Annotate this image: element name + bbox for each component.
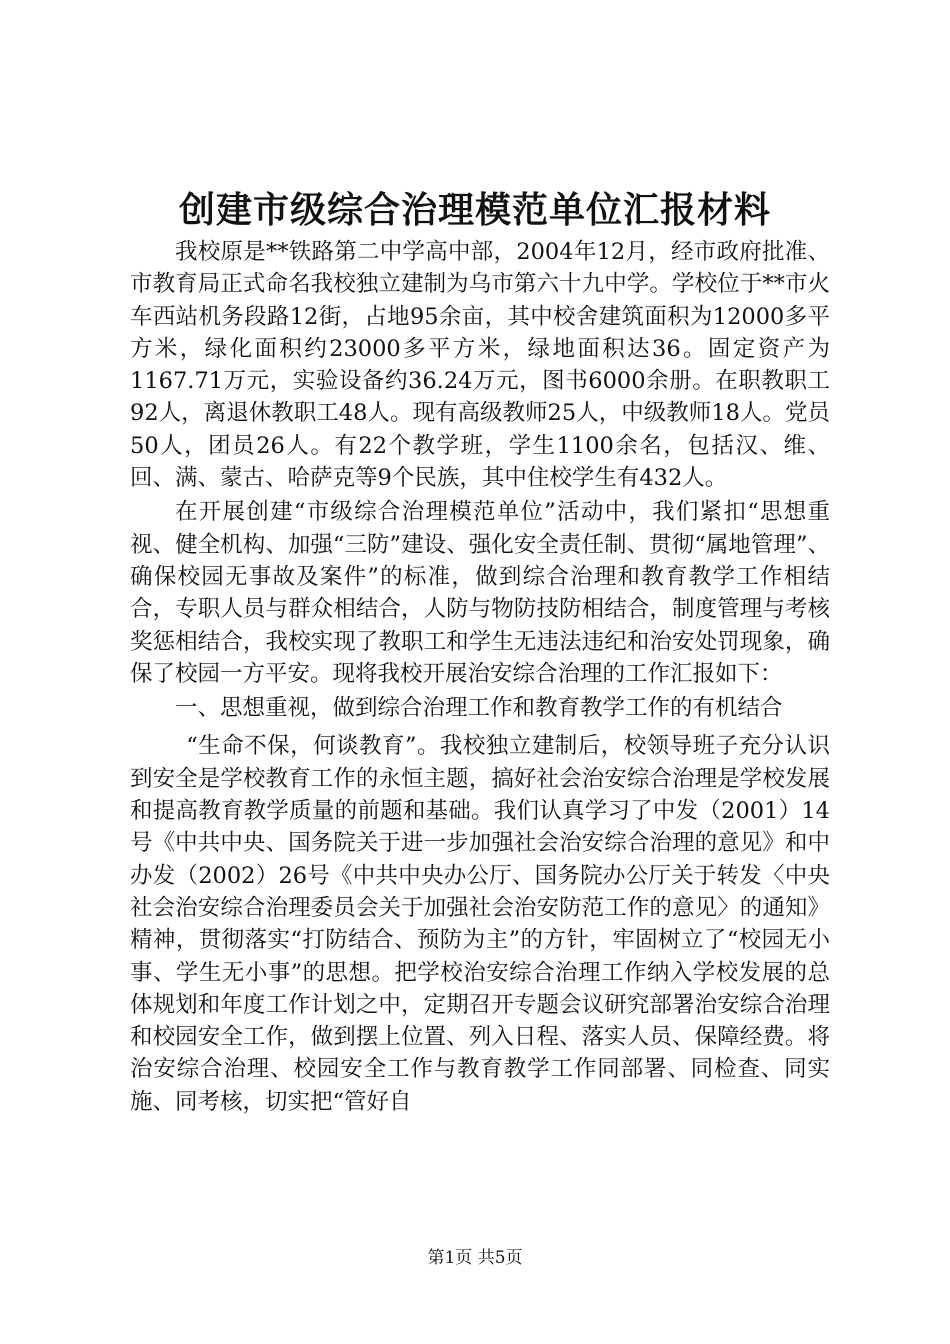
paragraph-section-1-body: “生命不保，何谈教育”。我校独立建制后，校领导班子充分认识到安全是学校教育工作的永恒主题，搞好社会治安综合治理是学校发展和提高教育教学质量的前题和基础。我们认真学习了中发（2001）14号《中共中央、国务院关于进一步加强社会治安综合治理的意见》和中办发（2002）26号《中共中央办公厅、国务院办公厅关于转发〈中央社会治安综合治理委员会关于加强社会治安防范工作的意见〉的通知》精神，贯彻落实“打防结合、预防为主”的方针，牢固树立了“校园无小事、学生无小事”的思想。把学校治安综合治理工作纳入学校发展的总体规划和年度工作计划之中，定期召开专题会议研究部署治安综合治理和校园安全工作，做到摆上位置、列入日程、落实人员、保障经费。将治安综合治理、校园安全工作与教育教学工作同部署、同检查、同实施、同考核，切实把“管好自 <box>130 733 830 1115</box>
section-heading-1: 一、思想重视，做到综合治理工作和教育教学工作的有机结合 <box>175 695 783 722</box>
document-body <box>130 236 830 1118</box>
page-number-footer: 第1页 共5页 <box>427 1248 523 1268</box>
paragraph-activity-summary: 在开展创建“市级综合治理模范单位”活动中，我们紧扣“思想重视、健全机构、加强“三防”建设、强化安全责任制、贯彻“属地管理”、确保校园无事故及案件”的标准，做到综合治理和教育教学工作相结合，专职人员与群众相结合，人防与物防技防相结合，制度管理与考核奖惩相结合，我校实现了教职工和学生无违法违纪和治安处罚现象，确保了校园一方平安。现将我校开展治安综合治理的工作汇报如下： <box>130 499 830 687</box>
document-title: 创建市级综合治理模范单位汇报材料 <box>178 189 771 231</box>
paragraph-school-overview: 我校原是**铁路第二中学高中部，2004年12月，经市政府批准、市教育局正式命名我校独立建制为乌市第六十九中学。学校位于**市火车西站机务段路12街，占地95余亩，其中校舍建筑面积为12000多平方米，绿化面积约23000多平方米，绿地面积达36。固定资产为1167.71万元，实验设备约36.24万元，图书6000余册。在职教职工92人，离退休教职工48人。现有高级教师25人，中级教师18人。党员50人，团员26人。有22个教学班，学生1100余名，包括汉、维、回、满、蒙古、哈萨克等9个民族，其中住校学生有432人。 <box>130 239 830 492</box>
